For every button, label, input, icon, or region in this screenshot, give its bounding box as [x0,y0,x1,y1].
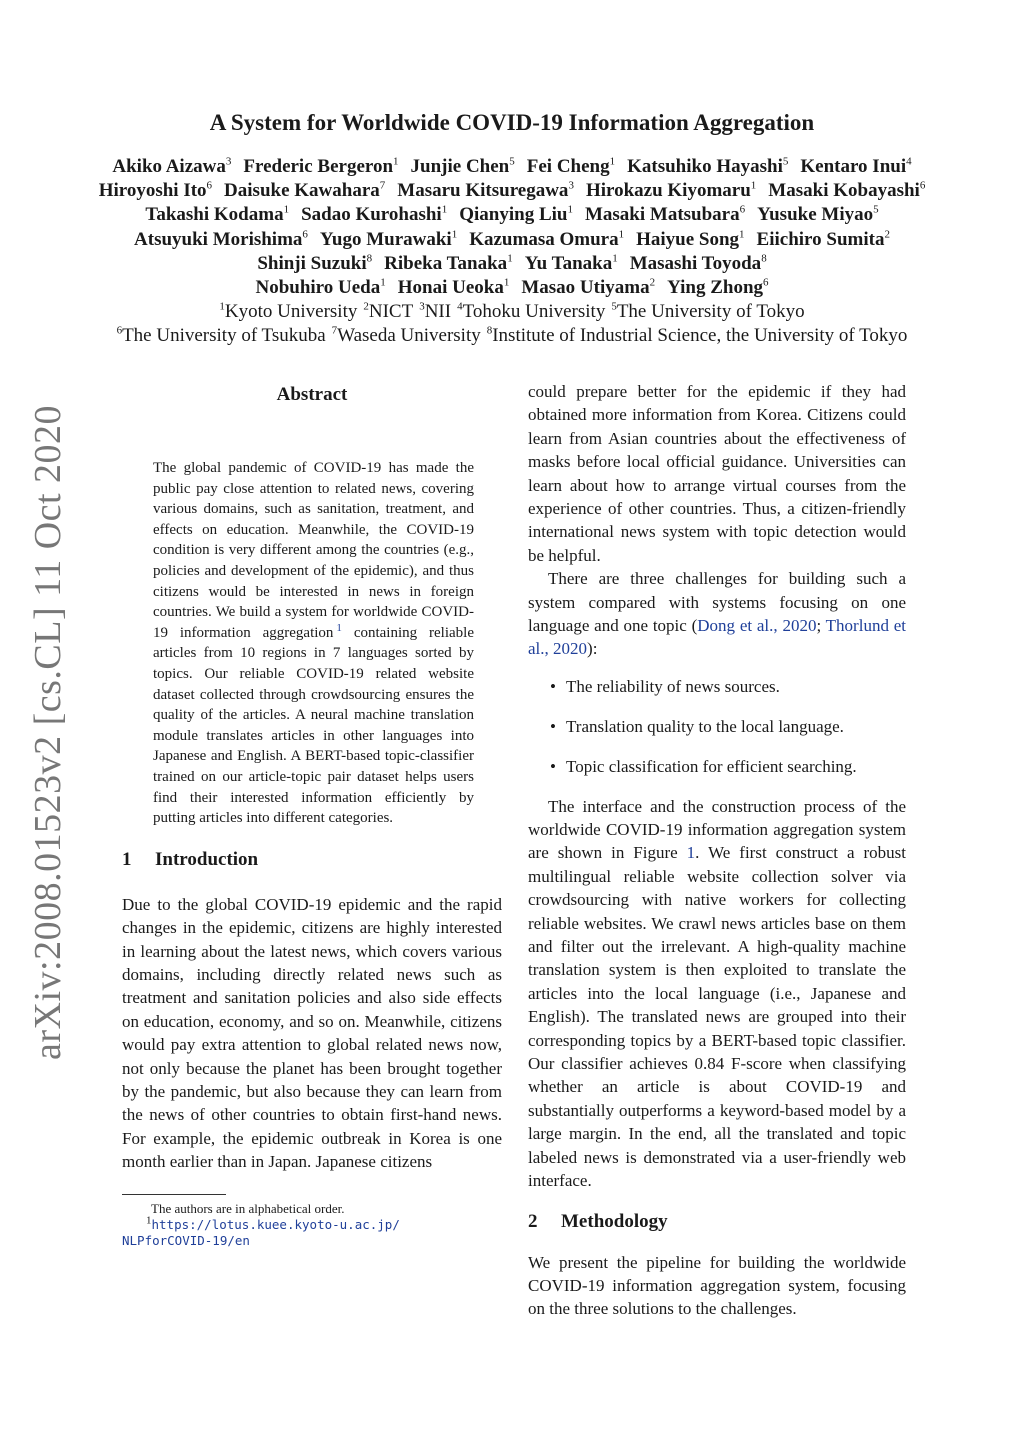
affiliation: $^8$Institute of Industrial Science, the University of Tokyo [486,324,908,346]
author-row [40,228,984,252]
left-column [122,380,502,1249]
affiliation-mark: 1 [451,228,458,241]
author-name: Haiyue Song$^1$ [636,228,745,250]
affiliation-mark: 2 [884,228,890,241]
affiliation-mark: 1 [283,204,290,217]
author-name: Yugo Murawaki$^1$ [319,228,458,250]
abstract-heading: Abstract [276,384,348,405]
affiliation: $^4$Tohoku University [457,300,606,322]
footnote-url-link[interactable]: https://lotus.kuee.kyoto-u.ac.jp/ [151,1216,400,1232]
intro-continued-text: could prepare better for the epidemic if they had obtained more information from Korea. Citizens could learn from Asian countries about the effectiveness of masks before local official guidance. Universities can learn about how to arrange virtual courses from the experience of other countries. Thus, a citizen-friendly international news system with topic detection would be helpful. [528,382,906,565]
author-name: Shinji Suzuki$^8$ [257,252,373,274]
bullet-icon: • [550,676,556,696]
methodology-text: We present the pipeline for building the worldwide COVID-19 information aggregation system, focusing on the three solutions to the challenges. [528,1252,906,1319]
affiliation-mark: 6 [763,276,769,289]
affiliation-mark: 5 [782,155,789,168]
author-name: Masaru Kitsuregawa$^3$ [397,179,574,202]
affiliation-mark: 1 [750,179,757,192]
author-name: Masaki Matsubara$^6$ [584,204,746,226]
bullet-icon: • [550,716,556,736]
affiliation-mark: 5 [509,155,515,168]
bullet-icon: • [550,756,556,776]
author-name: Hirokazu Kiyomaru$^1$ [585,179,757,202]
affiliation-mark: 1 [380,276,386,289]
author-name: Yu Tanaka$^1$ [524,252,618,274]
author-name: Fei Cheng$^1$ [526,155,616,177]
paper-title: A System for Worldwide COVID-19 Information Aggregation [209,110,815,135]
author-row [40,252,984,276]
author-name: Takashi Kodama$^1$ [145,204,290,226]
affiliation: $^7$Waseda University [331,324,481,346]
affiliation-mark: 7 [379,179,386,192]
affiliation-mark: 4 [906,155,912,168]
footnote-1-ref[interactable]: 1 [336,621,342,634]
affiliation-list [40,300,984,348]
author-name: Qianying Liu$^1$ [459,204,573,226]
citation-dong[interactable]: Dong et al., 2020 [697,616,817,636]
affiliation-mark: 6 [206,179,213,192]
affiliation-mark: 3 [568,179,574,192]
affiliation: $^6$The University of Tsukuba [116,324,326,346]
introduction-text: Due to the global COVID-19 epidemic and the rapid changes in the epidemic, citizens are highly interested in learning about the latest news, which covers various domains, including directly related news such as treatment and sanitation policies and also side effects on education, economy, and so on. Meanwhile, citizens would pay extra attention to global related news now, not only because the planet has been brought together by the pandemic, but also because they can learn from the news of other countries to obtain first-hand news. For example, the epidemic outbreak in Korea is one month earlier than in Japan. Japanese citizens [122,894,502,1172]
challenges-list [550,675,906,778]
author-name: Yusuke Miyao$^5$ [757,204,879,226]
author-name: Masaki Kobayashi$^6$ [768,179,926,202]
affiliation: $^3$NII [419,300,452,322]
affiliation: $^1$Kyoto University [219,300,358,322]
author-name: Junjie Chen$^5$ [410,155,515,177]
figure-1-ref[interactable]: 1 [686,843,696,863]
right-column [528,380,906,1321]
affiliation-mark: 1 [609,155,616,168]
affiliation-mark: 8 [366,252,373,265]
author-name: Katsuhiko Hayashi$^5$ [627,155,789,177]
author-list [40,155,984,300]
affiliation-mark: 6 [919,179,926,192]
authors-footnote: The authors are in alphabetical order. [151,1200,345,1216]
footnote-divider [122,1194,226,1195]
affiliation-mark: 5 [873,204,879,217]
author-name: Akiko Aizawa$^3$ [112,155,232,177]
author-name: Sadao Kurohashi$^1$ [301,204,448,226]
affiliation: $^2$NICT [363,300,414,322]
affiliation-mark: 6 [302,228,308,241]
author-name: Daisuke Kawahara$^7$ [224,179,386,202]
affiliation-row [40,324,984,348]
affiliation-mark: 1 [507,252,513,265]
system-overview-text: The interface and the construction process of the worldwide COVID-19 information aggregation system are shown in Figure 1. We first construct a robust multilingual reliable website collection solver via crowdsourcing with native workers for collecting reliable websites. We crawl news articles base on them and filter out the irrelevant. A high-quality machine translation system is then exploited to translate the articles into the local language (i.e., Japanese and English). The translated news are grouped into their corresponding topics by a BERT-based topic classifier. Our classifier achieves 0.84 F-score when classifying whether an article is about COVID-19 and substantially outperforms a keyword-based model by a large margin. In the end, all the translated and topic labeled news is demonstrated via a user-friendly web interface. [528,796,906,1191]
author-name: Masashi Toyoda$^8$ [629,252,767,274]
author-row [40,276,984,300]
list-item: • Topic classification for efficient searching. [550,755,906,778]
abstract-text: The global pandemic of COVID-19 has made the public pay close attention to related news, covering various domains, such as sanitation, treatment, and effects on education. Meanwhile, the COVID-19 condition is very different among the countries (e.g., policies and development of the epidemic), and thus citizens would be interested in news in foreign countries. We build a system for worldwide COVID-19 information aggregation $^1$ containing reliable articles from 10 regions in 7 languages sorted by topics. Our reliable COVID-19 related website dataset collected through crowdsourcing ensures the quality of the articles. A neural machine translation module translates articles in other languages into Japanese and English. A BERT-based topic-classifier trained on our article-topic pair dataset helps users find their interested information efficiently by putting articles into different categories. [153,460,474,827]
author-row [40,203,984,227]
author-name: Ribeka Tanaka$^1$ [384,252,513,274]
citation-thorlund[interactable]: Thorlund et al., 2020 [528,616,906,659]
list-item: • The reliability of news sources. [550,675,906,698]
challenges-text: There are three challenges for building such a system compared with systems focusing on one language and one topic (Dong et al., 2020; Thorlund et al., 2020): [528,569,906,659]
url-footnote: $^1$https://lotus.kuee.kyoto-u.ac.jp/ [146,1214,400,1232]
affiliation-mark: 1 [618,228,625,241]
arxiv-stamp: arXiv:2008.01523v2 [cs.CL] 11 Oct 2020 [27,404,69,1060]
affiliation-mark: 2 [649,276,656,289]
methodology-heading: 2 Methodology [528,1210,668,1232]
affiliation-mark: 1 [441,204,448,217]
affiliation-mark: 3 [225,155,232,168]
author-row [40,179,984,203]
author-name: Atsuyuki Morishima$^6$ [134,228,308,250]
url-footnote-cont [122,1233,502,1249]
introduction-heading: 1 Introduction [122,848,259,870]
affiliation-mark: 1 [503,276,510,289]
author-name: Honai Ueoka$^1$ [397,276,510,299]
affiliation-mark: 1 [739,228,745,241]
author-name: Frederic Bergeron$^1$ [243,155,399,177]
author-name: Eiichiro Sumita$^2$ [756,228,890,250]
affiliation-mark: 1 [612,252,618,265]
list-item: • Translation quality to the local language. [550,715,906,738]
affiliation-mark: 8 [761,252,767,265]
author-name: Hiroyoshi Ito$^6$ [98,179,213,202]
author-name: Nobuhiro Ueda$^1$ [255,276,386,299]
author-name: Kazumasa Omura$^1$ [469,228,625,250]
affiliation-row [40,300,984,324]
affiliation-mark: 1 [567,204,573,217]
author-name: Ying Zhong$^6$ [667,276,769,299]
affiliation-mark: 6 [739,204,746,217]
author-name: Kentaro Inui$^4$ [800,155,912,177]
author-row [40,155,984,179]
affiliation-mark: 1 [393,155,399,168]
author-name: Masao Utiyama$^2$ [521,276,656,299]
affiliation: $^5$The University of Tokyo [611,300,805,322]
footnote-url-link-cont[interactable]: NLPforCOVID-19/en [122,1232,250,1248]
